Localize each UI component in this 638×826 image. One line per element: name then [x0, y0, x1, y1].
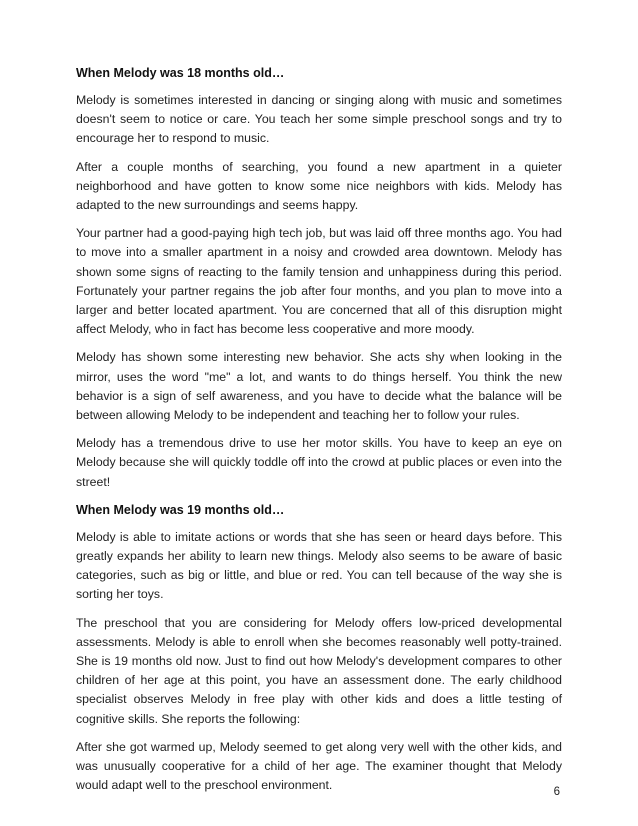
paragraph: Your partner had a good-paying high tech job, but was laid off three months ago. You had to move into a smaller apartment in a noisy and crowded area downtown. Melody has shown some signs of reacting to the family tension and unhappiness during this period. Fortunately your partner regains the job after four months, and you plan to move into a larger and better located apartment. You are concerned that all of this disruption might affect Melody, who in fact has become less cooperative and more moody. [76, 226, 562, 337]
document-page [76, 64, 562, 805]
paragraph: After a couple months of searching, you found a new apartment in a quieter neighborhood and have gotten to know some nice neighbors with kids. Melody has adapted to the new surroundings and seems happy. [76, 159, 562, 213]
paragraph: Melody has a tremendous drive to use her motor skills. You have to keep an eye on Melody because she will quickly toddle off into the crowd at public places or even into the street! [76, 436, 562, 489]
paragraph: After she got warmed up, Melody seemed to get along very well with the other kids, and was unusually cooperative for a child of her age. The examiner thought that Melody would adapt well to the preschool environment. [76, 739, 562, 793]
paragraph: The preschool that you are considering for Melody offers low-priced developmental assessments. Melody is able to enroll when she becomes reasonably well potty-trained. She is 19 months old now. Just to find out how Melody's development compares to other children of her age at this point, you have an assessment done. The early childhood specialist observes Melody in free play with other kids and does a little testing of cognitive skills. She reports the following: [76, 615, 562, 726]
section-heading-18-months: When Melody was 18 months old… [76, 66, 285, 80]
paragraph: Melody is able to imitate actions or words that she has seen or heard days before. This greatly expands her ability to learn new things. Melody also seems to be aware of basic categories, such as big or little, and blue or red. You can tell because of the way she is sorting her toys. [76, 529, 562, 602]
paragraph: Melody has shown some interesting new behavior. She acts shy when looking in the mirror, uses the word "me" a lot, and wants to do things herself. You think the new behavior is a sign of self awareness, and you have to decide what the balance will be between allowing Melody to be independent and teaching her to follow your rules. [76, 350, 562, 423]
paragraph: Melody is sometimes interested in dancing or singing along with music and sometimes doesn't seem to notice or care. You teach her some simple preschool songs and try to encourage her to respond to music. [76, 93, 562, 146]
section-heading-19-months: When Melody was 19 months old… [76, 502, 285, 517]
page-number: 6 [553, 786, 560, 798]
